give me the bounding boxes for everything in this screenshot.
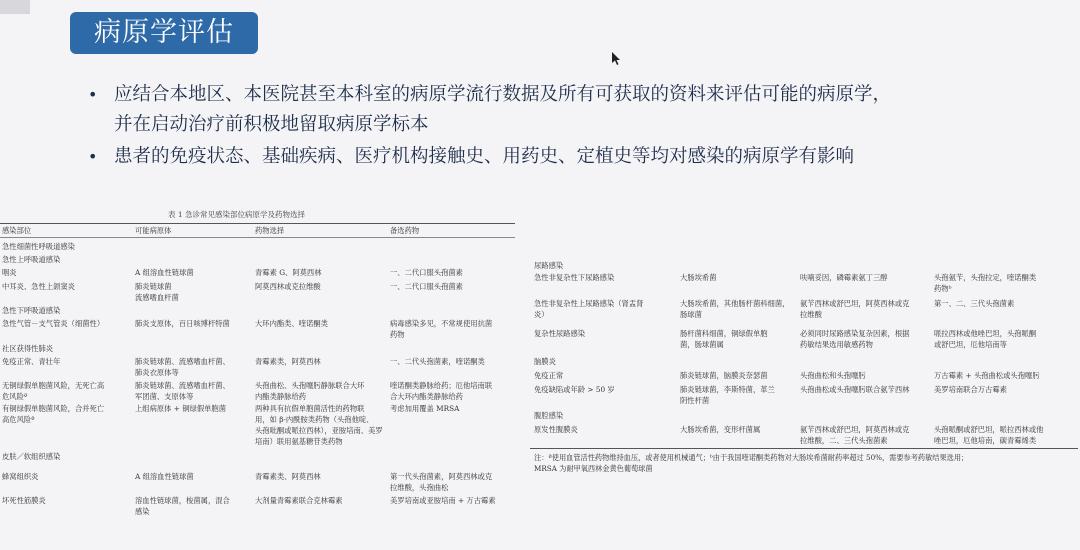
table-row-label: 急性非复杂性下尿路感染: [534, 273, 615, 282]
table-row-label: 急性细菌性呼吸道感染: [2, 242, 75, 251]
table-cell: 大肠埃希菌，其他肠杆菌科细菌， 肠球菌: [680, 299, 790, 319]
table-cell: 青霉素 G、阿莫西林: [255, 268, 322, 277]
table-cell: 青霉素类，阿莫西林: [255, 357, 321, 366]
slide-title: 病原学评估: [70, 12, 258, 54]
table-cell: 氨苄西林或舒巴坦，阿莫西林或克 拉维酸，二、三代头孢菌素: [800, 425, 910, 445]
table-cell: 头孢氨苄，头孢拉定，喹诺酮类 药物ᵇ: [934, 273, 1037, 293]
table-row-label: 咽炎: [2, 268, 17, 277]
table-cell: 呋喃妥因，磷霉素氨丁三醇: [800, 273, 888, 282]
table-row-label: 无铜绿假单胞菌风险，无死亡高 危风险ª: [2, 381, 105, 401]
bullet-text: 患者的免疫状态、基础疾病、医疗机构接触史、用药史、定植史等均对感染的病原学有影响: [114, 146, 855, 167]
bullet-list: [88, 80, 1048, 172]
table-cell: 肺炎链球菌、流感嗜血杆菌、 军团菌、支原体等: [135, 381, 230, 401]
table-cell: 头孢曲松和头孢噻肟: [800, 371, 866, 380]
table-right: [530, 250, 1078, 490]
table-row-label: 急性非复杂性上尿路感染（肾盂肾 炎）: [534, 299, 644, 319]
table-cell: 头孢曲松、头孢噻肟静脉联合大环 内酯类静脉给药: [255, 381, 365, 401]
corner-block: [0, 0, 30, 14]
table-row-label: 复杂性尿路感染: [534, 329, 586, 338]
table-left: [0, 205, 515, 545]
table-cell: 肺炎支原体，百日咳博杆特菌: [135, 319, 230, 328]
table-cell: 第一、二、三代头孢菌素: [934, 299, 1015, 308]
table-row-label: 原发性腹膜炎: [534, 425, 578, 434]
table-cell: 一、二代口服头孢菌素: [390, 268, 463, 277]
table-cell: 肺炎链球菌 流感嗜血杆菌: [135, 282, 179, 302]
table-row-label: 社区获得性肺炎: [2, 344, 54, 353]
table-row-label: 坏死性筋膜炎: [2, 496, 46, 505]
table-cell: 肺炎链球菌，脑膜炎奈瑟菌: [680, 371, 768, 380]
table-cell: 大环内酯类、喹诺酮类: [255, 319, 328, 328]
table-row-label: 中耳炎、急性上颌窦炎: [2, 282, 75, 291]
table-cell: A 组溶血性链球菌: [135, 472, 194, 481]
table-cell: 青霉素类、阿莫西林: [255, 472, 321, 481]
table-row-label: 腹腔感染: [534, 411, 564, 420]
table-header: 药物选择: [255, 226, 285, 235]
mouse-cursor-icon: [612, 52, 620, 66]
table-cell: 大肠埃希菌: [680, 273, 717, 282]
table-cell: 上组病原体 + 铜绿假单胞菌: [135, 404, 227, 413]
table-cell: 阿莫西林或克拉维酸: [255, 282, 321, 291]
table-cell: 肺炎链球菌、流感嗜血杆菌、 肺炎衣原体等: [135, 357, 230, 377]
table-row-label: 急性上呼吸道感染: [2, 255, 61, 264]
table-cell: 头孢哌酮或舒巴坦，哌拉西林或他 唑巴坦，厄他培南，碳青霉烯类: [934, 425, 1044, 445]
table-cell: 一、二代头孢菌素，喹诺酮类: [390, 357, 485, 366]
table-cell: 头孢曲松或头孢噻肟联合氨苄西林: [800, 385, 910, 394]
table-top-rule: [0, 223, 515, 224]
table-header-rule: [0, 237, 515, 238]
bullet-dot: •: [88, 85, 98, 104]
table-header: 感染部位: [2, 226, 32, 235]
table-header: 可能病原体: [135, 226, 172, 235]
bullet-text: 应结合本地区、本医院甚至本科室的病原学流行数据及所有可获取的资料来评估可能的病原学， 并在启动治疗前积极地留取病原学标本: [114, 84, 892, 135]
bullet-item: [88, 142, 1048, 172]
table-bottom-rule: [530, 448, 1078, 449]
table-cell: 喹诺酮类静脉给药；厄他培南联 合大环内酯类静脉给药: [390, 381, 493, 401]
table-cell: 病毒感染多见，不常规使用抗菌 药物: [390, 319, 493, 339]
table-row-label: 皮肤／软组织感染: [2, 452, 61, 461]
table-row-label: 有铜绿假单胞菌风险，合并死亡 高危风险ª: [2, 404, 105, 424]
table-footnote: 注：ª使用血管活性药物维持血压，或者使用机械通气；ᵇ由于我国喹诺酮类药物对大肠埃希菌耐药率超过 50%，需要参考药敏结果选用； MRSA 为耐甲氧西林金黄色葡萄球菌: [534, 453, 969, 473]
table-cell: 美罗培南或亚胺培南 + 万古霉素: [390, 496, 496, 505]
table-cell: 大肠埃希菌，变形杆菌属: [680, 425, 761, 434]
table-row-label: 蜂窝组织炎: [2, 472, 39, 481]
bullet-item: [88, 80, 1048, 140]
table-row-label: 免疫正常、青壮年: [2, 357, 61, 366]
table-cell: 氨苄西林或舒巴坦，阿莫西林或克 拉维酸: [800, 299, 910, 319]
table-row-label: 免疫缺陷或年龄 > 50 岁: [534, 385, 615, 394]
table-cell: 哌拉西林或他唑巴坦，头孢哌酮 或舒巴坦，厄他培南等: [934, 329, 1037, 349]
table-cell: 万古霉素 + 头孢曲松或头孢噻肟: [934, 371, 1040, 380]
table-cell: A 组溶血性链球菌: [135, 268, 194, 277]
table-cell: 考虑加用覆盖 MRSA: [390, 404, 460, 413]
table-cell: 肺炎链球菌，李斯特菌，革兰 阴性杆菌: [680, 385, 775, 405]
bullet-dot: •: [88, 147, 98, 166]
table-row-label: 急性下呼吸道感染: [2, 306, 61, 315]
table-row-label: 急性气管－支气管炎（细菌性）: [2, 319, 105, 328]
table-caption: 表 1 急诊常见感染部位病原学及药物选择: [168, 210, 306, 219]
table-cell: 两种具有抗假单胞菌活性的药物联 用，如 β-内酰胺类药物（头孢他啶、 头孢吡酮或哌拉西林），亚胺培南、美罗 培南）联用氨基糖苷类药物: [255, 404, 383, 446]
table-cell: 必须同时尿路感染复杂因素，根据 药敏结果选用敏感药物: [800, 329, 910, 349]
table-header: 备选药物: [390, 226, 420, 235]
table-row-label: 尿路感染: [534, 261, 564, 270]
table-cell: 溶血性链球菌，梭菌属，混合 感染: [135, 496, 230, 516]
table-row-label: 脑膜炎: [534, 357, 556, 366]
table-cell: 一、二代口服头孢菌素: [390, 282, 463, 291]
table-row-label: 免疫正常: [534, 371, 564, 380]
table-cell: 肠杆菌科细菌，铜绿假单胞 菌，肠球菌属: [680, 329, 768, 349]
table-cell: 第一代头孢菌素，阿莫西林或克 拉维酸，头孢曲松: [390, 472, 493, 492]
table-cell: 大剂量青霉素联合克林霉素: [255, 496, 343, 505]
table-cell: 美罗培南联合万古霉素: [934, 385, 1007, 394]
